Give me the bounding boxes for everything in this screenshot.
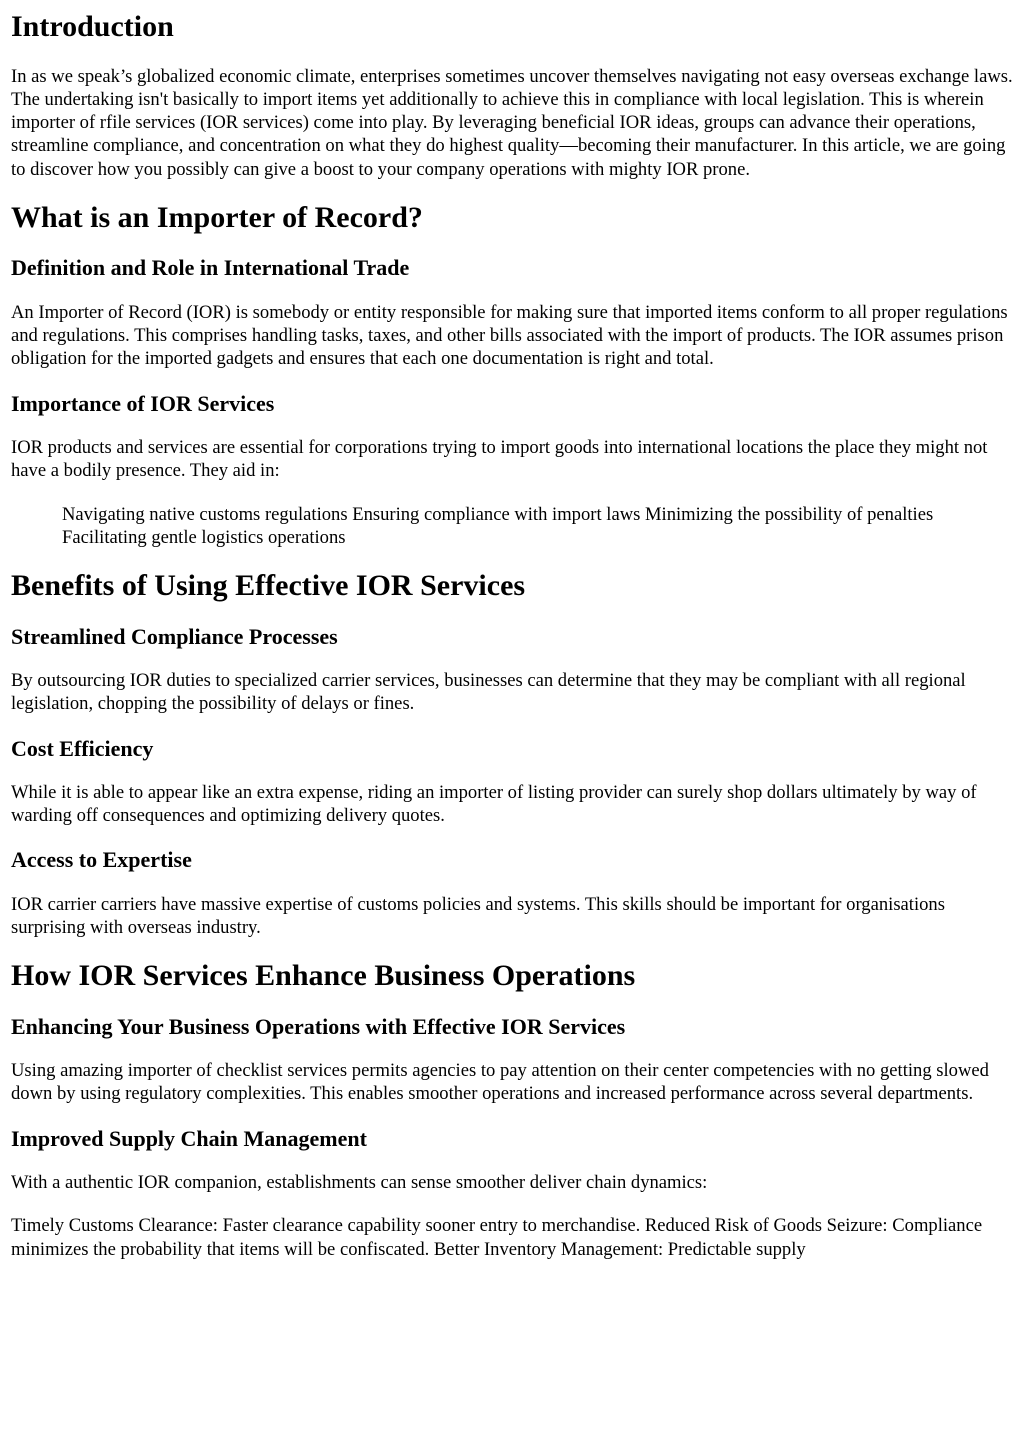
enhancing-paragraph: Using amazing importer of checklist services permits agencies to pay attention on their center competencies with no getting slowed down by using regulatory complexities. This enables smoother operations and increased performance across several departments. [11, 1060, 989, 1105]
importance-paragraph: IOR products and services are essential for corporations trying to import goods into international locations the place they might not have a bodily presence. They aid in: [11, 436, 988, 482]
supply-chain-paragraph: With a authentic IOR companion, establishments can sense smoother deliver chain dynamics: [11, 1172, 708, 1194]
heading-introduction: Introduction [11, 10, 174, 43]
subheading-enhancing: Enhancing Your Business Operations with Effective IOR Services [11, 1013, 626, 1039]
subheading-expertise: Access to Expertise [11, 847, 192, 873]
subheading-cost-efficiency: Cost Efficiency [11, 735, 154, 761]
heading-enhance-operations: How IOR Services Enhance Business Operations [11, 959, 636, 993]
subheading-compliance: Streamlined Compliance Processes [11, 623, 338, 649]
article [0, 10, 1024, 1261]
heading-benefits: Benefits of Using Effective IOR Services [11, 569, 526, 603]
subheading-importance: Importance of IOR Services [11, 390, 275, 416]
intro-paragraph: In as we speak’s globalized economic climate, enterprises sometimes uncover themselves navigating not easy overseas exchange laws. The undertaking isn't basically to import items yet additionally to achieve this in compliance with local legislation. This is wherein importer of rfile services (IOR services) come into play. By leveraging beneficial IOR ideas, groups can advance their operations, streamline compliance, and concentration on what they do highest quality—becoming their manufacturer. In this article, we are going to discover how you possibly can give a boost to your company operations with mighty IOR prone. [11, 65, 1013, 180]
subheading-supply-chain: Improved Supply Chain Management [11, 1125, 367, 1151]
importance-quote: Navigating native customs regulations Ensuring compliance with import laws Minimizing the possibility of penalties Facilitating gentle logistics operations [62, 503, 934, 548]
supply-chain-details: Timely Customs Clearance: Faster clearance capability sooner entry to merchandise. Reduced Risk of Goods Seizure: Compliance minimizes the probability that items will be confiscated. Better Inventory Management: Predictable supply [11, 1215, 983, 1260]
expertise-paragraph: IOR carrier carriers have massive expertise of customs policies and systems. This skills should be important for organisations surprising with overseas industry. [11, 893, 945, 939]
heading-what-is-ior: What is an Importer of Record? [11, 200, 423, 234]
compliance-paragraph: By outsourcing IOR duties to specialized carrier services, businesses can determine that they may be compliant with all regional legislation, chopping the possibility of delays or fines. [11, 669, 966, 715]
definition-paragraph: An Importer of Record (IOR) is somebody or entity responsible for making sure that imported items conform to all proper regulations and regulations. This comprises handling tasks, taxes, and other bills associated with the import of products. The IOR assumes prison obligation for the imported gadgets and ensures that each one documentation is right and total. [11, 301, 1008, 370]
cost-efficiency-paragraph: While it is able to appear like an extra expense, riding an importer of listing provider can surely shop dollars ultimately by way of warding off consequences and optimizing delivery quotes. [11, 781, 977, 827]
subheading-definition: Definition and Role in International Trade [11, 255, 410, 281]
